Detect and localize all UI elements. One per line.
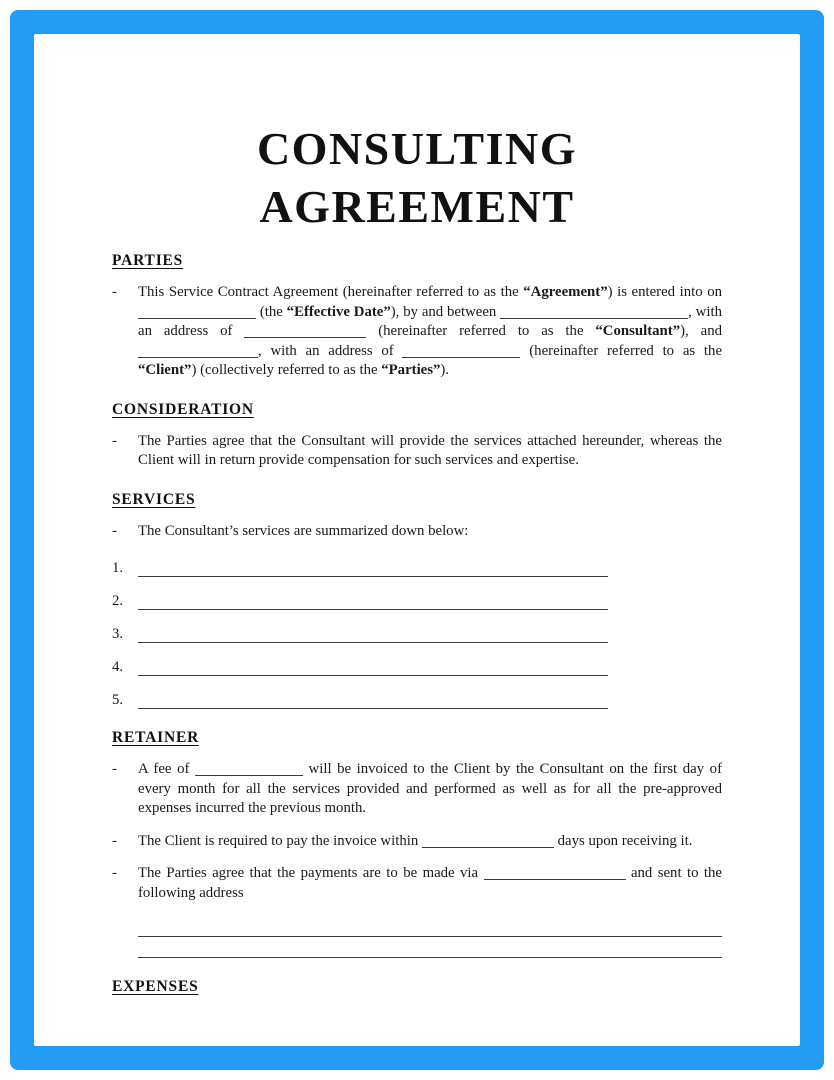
address-blank-lines	[138, 916, 722, 958]
list-item	[112, 760, 722, 819]
service-line-2	[112, 590, 722, 610]
document-page	[34, 34, 800, 1046]
blank-field	[422, 834, 554, 848]
document-title	[112, 120, 722, 236]
service-line-1	[112, 557, 722, 577]
services-intro: The Consultant’s services are summarized down below:	[138, 522, 469, 539]
service-line-4	[112, 656, 722, 676]
dash-marker: -	[112, 522, 117, 539]
blank-field	[500, 305, 688, 319]
services-list	[112, 557, 722, 709]
blank-field	[138, 659, 608, 676]
list-item	[112, 832, 722, 852]
blank-field	[484, 866, 626, 880]
dash-marker: -	[112, 832, 117, 849]
consideration-paragraph: The Parties agree that the Consultant will provide the services attached hereunder, whereas the Client will in return provide compensation for such services and expertise.	[138, 432, 722, 468]
blank-field	[402, 344, 520, 358]
retainer-paragraph-2: The Client is required to pay the invoice within days upon receiving it.	[138, 832, 693, 849]
blank-field	[138, 692, 608, 709]
list-item	[112, 283, 722, 381]
section-heading-consideration: CONSIDERATION	[112, 400, 254, 418]
blank-field	[138, 593, 608, 610]
bold-text: “Client”	[138, 362, 192, 378]
retainer-paragraph-1: A fee of will be invoiced to the Client by the Consultant on the first day of every month for all the services provided and performed as well as for all the pre-approved expenses incurred the previous month.	[138, 761, 722, 816]
line-number: 2.	[112, 593, 124, 609]
bold-text: “Effective Date”	[286, 303, 391, 320]
dash-marker: -	[112, 284, 117, 300]
list-item	[112, 432, 722, 471]
blank-field	[138, 305, 256, 319]
line-number: 4.	[112, 659, 124, 675]
line-number: 3.	[112, 626, 124, 642]
section-heading-parties: PARTIES	[112, 252, 184, 269]
list-item	[112, 522, 722, 542]
bold-text: “Agreement”	[523, 284, 608, 300]
section-heading-retainer: RETAINER	[112, 729, 200, 746]
section-heading-services: SERVICES	[112, 490, 196, 508]
blank-field	[244, 324, 366, 338]
line-number: 1.	[112, 560, 124, 576]
dash-marker: -	[112, 865, 117, 881]
title-line-2: AGREEMENT	[259, 181, 575, 232]
blank-line	[138, 916, 722, 937]
blank-field	[138, 344, 258, 358]
retainer-paragraph-3: The Parties agree that the payments are to be made via and sent to the following address	[138, 865, 722, 901]
document-frame	[10, 10, 824, 1070]
dash-marker: -	[112, 432, 117, 449]
service-line-5	[112, 689, 722, 709]
section-heading-expenses: EXPENSES	[112, 978, 199, 995]
service-line-3	[112, 623, 722, 643]
bold-text: “Parties”	[381, 362, 441, 378]
list-item	[112, 864, 722, 903]
line-number: 5.	[112, 692, 124, 708]
blank-field	[138, 626, 608, 643]
parties-paragraph: This Service Contract Agreement (hereinafter referred to as the “Agreement”) is entered into on (the “Effective Date”), by and between , with an address of (hereinafter referred to as the “Consultant”), and , with an address of (hereinafter referred to as the “Client”) (collectively referred to as the “Parties”).	[138, 284, 723, 378]
title-line-1: CONSULTING	[256, 123, 578, 174]
bold-text: “Consultant”	[595, 323, 681, 339]
dash-marker: -	[112, 761, 117, 777]
blank-line	[138, 937, 722, 958]
blank-field	[195, 762, 303, 776]
blank-field	[138, 560, 608, 577]
